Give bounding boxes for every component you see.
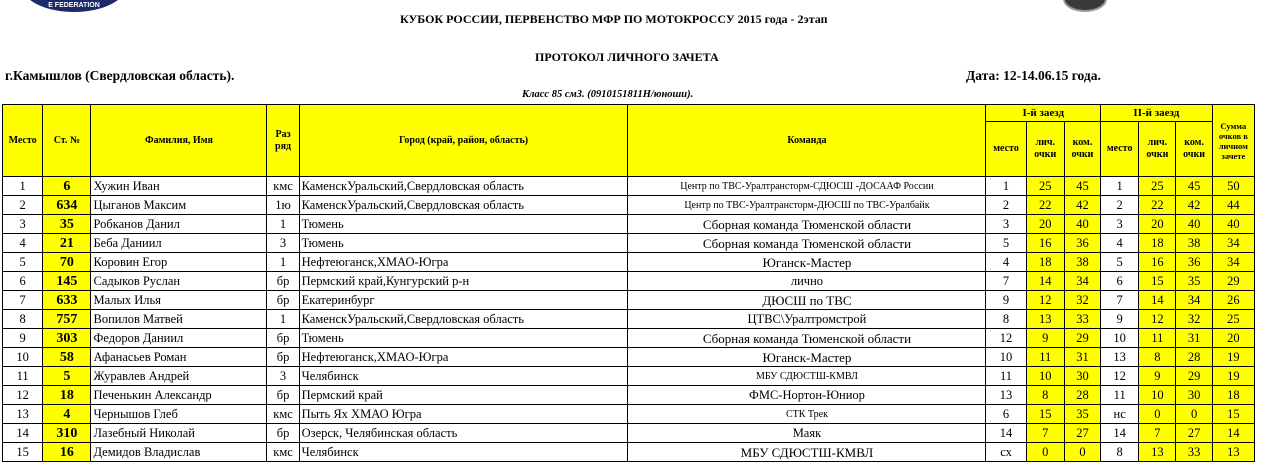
cell-name: Афанасьев Роман — [91, 348, 267, 367]
cell-team: Сборная команда Тюменской области — [628, 215, 986, 234]
cell-place: 8 — [3, 310, 43, 329]
col-place: Место — [3, 105, 43, 177]
cell-total: 34 — [1212, 234, 1254, 253]
cell-heat-2-place: 7 — [1101, 291, 1139, 310]
cell-heat-2-personal: 11 — [1139, 329, 1176, 348]
federation-logo-text: E FEDERATION — [48, 2, 100, 9]
cell-heat-1-place: 11 — [986, 367, 1026, 386]
col-heat-1-personal: лич. очки — [1026, 122, 1064, 177]
cell-heat-1-place: 8 — [986, 310, 1026, 329]
event-location: г.Камышлов (Свердловская область). — [5, 68, 235, 83]
cell-city: Нефтеюганск,ХМАО-Югра — [299, 253, 628, 272]
cell-place: 5 — [3, 253, 43, 272]
cell-heat-1-place: сх — [986, 443, 1026, 462]
cell-heat-1-personal: 8 — [1026, 386, 1064, 405]
cell-rank: 1 — [267, 310, 299, 329]
table-row — [3, 291, 1255, 310]
col-team: Команда — [628, 105, 986, 177]
cell-heat-2-place: нс — [1101, 405, 1139, 424]
cell-heat-2-personal: 14 — [1139, 291, 1176, 310]
cell-start-number: 16 — [43, 443, 91, 462]
cell-rank: 3 — [267, 234, 299, 253]
col-heat-1-team: ком. очки — [1064, 122, 1100, 177]
cell-place: 9 — [3, 329, 43, 348]
cell-name: Робканов Данил — [91, 215, 267, 234]
cell-start-number: 757 — [43, 310, 91, 329]
cell-heat-2-personal: 12 — [1139, 310, 1176, 329]
cell-name: Лазебный Николай — [91, 424, 267, 443]
cell-city: Челябинск — [299, 367, 628, 386]
cell-total: 26 — [1212, 291, 1254, 310]
cell-total: 40 — [1212, 215, 1254, 234]
cell-heat-1-team: 34 — [1064, 272, 1100, 291]
cell-place: 3 — [3, 215, 43, 234]
emblem-logo — [1063, 0, 1107, 12]
cell-city: Тюмень — [299, 329, 628, 348]
cell-total: 19 — [1212, 367, 1254, 386]
cell-rank: кмс — [267, 177, 299, 196]
cell-team: ФМС-Нортон-Юниор — [628, 386, 986, 405]
cell-place: 4 — [3, 234, 43, 253]
cell-rank: бр — [267, 348, 299, 367]
cell-heat-2-team: 38 — [1176, 234, 1212, 253]
cell-city: Тюмень — [299, 215, 628, 234]
cell-heat-2-team: 45 — [1176, 177, 1212, 196]
cell-heat-2-team: 31 — [1176, 329, 1212, 348]
cell-heat-2-place: 9 — [1101, 310, 1139, 329]
cell-rank: 3 — [267, 367, 299, 386]
cell-name: Малых Илья — [91, 291, 267, 310]
cell-team: Юганск-Мастер — [628, 348, 986, 367]
cell-heat-1-team: 45 — [1064, 177, 1100, 196]
cell-heat-1-personal: 16 — [1026, 234, 1064, 253]
cell-start-number: 634 — [43, 196, 91, 215]
cell-heat-2-personal: 25 — [1139, 177, 1176, 196]
cell-start-number: 145 — [43, 272, 91, 291]
class-label: Класс 85 смЗ. (0910151811Н/юноши). — [522, 89, 694, 100]
cell-start-number: 310 — [43, 424, 91, 443]
cell-heat-1-place: 7 — [986, 272, 1026, 291]
cell-place: 13 — [3, 405, 43, 424]
cell-place: 7 — [3, 291, 43, 310]
cell-heat-1-place: 12 — [986, 329, 1026, 348]
cell-city: Нефтеюганск,ХМАО-Югра — [299, 348, 628, 367]
cell-city: Озерск, Челябинская область — [299, 424, 628, 443]
cell-start-number: 4 — [43, 405, 91, 424]
cell-heat-1-team: 35 — [1064, 405, 1100, 424]
cell-team: Центр по ТВС-Уралтрансторм-ДЮСШ по ТВС-Уралбайк — [628, 196, 986, 215]
cell-city: Тюмень — [299, 234, 628, 253]
table-row — [3, 177, 1255, 196]
cell-place: 6 — [3, 272, 43, 291]
cell-heat-2-team: 30 — [1176, 386, 1212, 405]
col-name: Фамилия, Имя — [91, 105, 267, 177]
cell-heat-2-team: 35 — [1176, 272, 1212, 291]
cell-rank: 1ю — [267, 196, 299, 215]
cell-heat-1-personal: 9 — [1026, 329, 1064, 348]
cell-heat-1-place: 1 — [986, 177, 1026, 196]
table-row — [3, 443, 1255, 462]
cell-heat-1-team: 32 — [1064, 291, 1100, 310]
cell-heat-2-personal: 18 — [1139, 234, 1176, 253]
cell-heat-1-place: 3 — [986, 215, 1026, 234]
cell-heat-2-team: 34 — [1176, 291, 1212, 310]
event-date: Дата: 12-14.06.15 года. — [966, 68, 1101, 83]
cell-heat-2-place: 3 — [1101, 215, 1139, 234]
cell-heat-1-place: 14 — [986, 424, 1026, 443]
cell-heat-2-place: 10 — [1101, 329, 1139, 348]
cell-heat-2-place: 1 — [1101, 177, 1139, 196]
col-heat-2: II-й заезд — [1101, 105, 1213, 122]
cell-heat-1-team: 0 — [1064, 443, 1100, 462]
cell-heat-2-team: 36 — [1176, 253, 1212, 272]
cell-heat-2-team: 42 — [1176, 196, 1212, 215]
table-row — [3, 196, 1255, 215]
cell-team: ДЮСШ по ТВС — [628, 291, 986, 310]
cell-total: 34 — [1212, 253, 1254, 272]
cell-place: 14 — [3, 424, 43, 443]
cell-team: Сборная команда Тюменской области — [628, 329, 986, 348]
cell-heat-2-personal: 13 — [1139, 443, 1176, 462]
document-title: КУБОК РОССИИ, ПЕРВЕНСТВО МФР ПО МОТОКРОССУ 2015 года - 2этап — [400, 12, 828, 26]
cell-name: Коровин Егор — [91, 253, 267, 272]
cell-total: 44 — [1212, 196, 1254, 215]
cell-total: 50 — [1212, 177, 1254, 196]
cell-heat-1-personal: 0 — [1026, 443, 1064, 462]
cell-heat-1-team: 36 — [1064, 234, 1100, 253]
cell-city: Пермский край,Кунгурский р-н — [299, 272, 628, 291]
cell-place: 10 — [3, 348, 43, 367]
cell-place: 15 — [3, 443, 43, 462]
cell-team: МБУ СДЮСТШ-КМВЛ — [628, 443, 986, 462]
cell-heat-1-team: 40 — [1064, 215, 1100, 234]
cell-rank: бр — [267, 272, 299, 291]
table-row — [3, 215, 1255, 234]
cell-team: Сборная команда Тюменской области — [628, 234, 986, 253]
col-heat-1-place: место — [986, 122, 1026, 177]
cell-total: 25 — [1212, 310, 1254, 329]
cell-heat-2-place: 8 — [1101, 443, 1139, 462]
cell-heat-2-team: 32 — [1176, 310, 1212, 329]
protocol-title: ПРОТОКОЛ ЛИЧНОГО ЗАЧЕТА — [535, 50, 719, 64]
cell-start-number: 21 — [43, 234, 91, 253]
cell-city: Челябинск — [299, 443, 628, 462]
table-row — [3, 348, 1255, 367]
cell-heat-1-personal: 18 — [1026, 253, 1064, 272]
col-city: Город (край, район, область) — [299, 105, 628, 177]
cell-total: 13 — [1212, 443, 1254, 462]
cell-rank: бр — [267, 329, 299, 348]
cell-name: Журавлев Андрей — [91, 367, 267, 386]
cell-place: 2 — [3, 196, 43, 215]
cell-start-number: 303 — [43, 329, 91, 348]
cell-city: КаменскУральский,Свердловская область — [299, 310, 628, 329]
col-rank: Раз ряд — [267, 105, 299, 177]
cell-total: 15 — [1212, 405, 1254, 424]
cell-heat-1-place: 6 — [986, 405, 1026, 424]
cell-heat-2-place: 5 — [1101, 253, 1139, 272]
table-row — [3, 424, 1255, 443]
cell-heat-1-personal: 7 — [1026, 424, 1064, 443]
cell-place: 12 — [3, 386, 43, 405]
cell-heat-2-personal: 0 — [1139, 405, 1176, 424]
cell-heat-1-place: 9 — [986, 291, 1026, 310]
cell-name: Федоров Даниил — [91, 329, 267, 348]
cell-team: МБУ СДЮСТШ-КМВЛ — [628, 367, 986, 386]
cell-heat-1-team: 28 — [1064, 386, 1100, 405]
cell-city: Пыть Ях ХМАО Югра — [299, 405, 628, 424]
cell-heat-1-personal: 10 — [1026, 367, 1064, 386]
cell-rank: 1 — [267, 253, 299, 272]
cell-team: Юганск-Мастер — [628, 253, 986, 272]
cell-place: 11 — [3, 367, 43, 386]
cell-city: КаменскУральский,Свердловская область — [299, 196, 628, 215]
cell-heat-2-team: 0 — [1176, 405, 1212, 424]
cell-heat-2-personal: 7 — [1139, 424, 1176, 443]
cell-team: Маяк — [628, 424, 986, 443]
cell-heat-2-personal: 10 — [1139, 386, 1176, 405]
col-heat-2-place: место — [1101, 122, 1139, 177]
cell-heat-2-personal: 8 — [1139, 348, 1176, 367]
results-table — [2, 104, 1255, 462]
col-heat-1: I-й заезд — [986, 105, 1101, 122]
cell-name: Хужин Иван — [91, 177, 267, 196]
cell-heat-2-place: 2 — [1101, 196, 1139, 215]
table-row — [3, 386, 1255, 405]
cell-city: Пермский край — [299, 386, 628, 405]
table-row — [3, 253, 1255, 272]
table-row — [3, 329, 1255, 348]
col-heat-2-personal: лич. очки — [1139, 122, 1176, 177]
cell-heat-2-team: 40 — [1176, 215, 1212, 234]
cell-heat-1-personal: 11 — [1026, 348, 1064, 367]
cell-heat-1-place: 2 — [986, 196, 1026, 215]
cell-start-number: 70 — [43, 253, 91, 272]
cell-team: Центр по ТВС-Уралтрансторм-СДЮСШ -ДОСААФ России — [628, 177, 986, 196]
cell-name: Садыков Руслан — [91, 272, 267, 291]
cell-heat-2-team: 29 — [1176, 367, 1212, 386]
cell-heat-2-personal: 9 — [1139, 367, 1176, 386]
cell-heat-2-team: 27 — [1176, 424, 1212, 443]
cell-start-number: 35 — [43, 215, 91, 234]
cell-heat-1-personal: 12 — [1026, 291, 1064, 310]
cell-heat-2-personal: 16 — [1139, 253, 1176, 272]
table-row — [3, 405, 1255, 424]
cell-rank: кмс — [267, 405, 299, 424]
cell-start-number: 6 — [43, 177, 91, 196]
cell-heat-1-personal: 13 — [1026, 310, 1064, 329]
cell-heat-1-team: 42 — [1064, 196, 1100, 215]
col-start-number: Ст. № — [43, 105, 91, 177]
cell-heat-1-place: 13 — [986, 386, 1026, 405]
cell-heat-2-team: 28 — [1176, 348, 1212, 367]
cell-heat-1-team: 38 — [1064, 253, 1100, 272]
cell-heat-1-team: 33 — [1064, 310, 1100, 329]
cell-heat-1-team: 30 — [1064, 367, 1100, 386]
cell-heat-2-team: 33 — [1176, 443, 1212, 462]
cell-heat-2-place: 6 — [1101, 272, 1139, 291]
cell-name: Чернышов Глеб — [91, 405, 267, 424]
cell-heat-2-place: 13 — [1101, 348, 1139, 367]
cell-start-number: 5 — [43, 367, 91, 386]
col-total: Сумма очков в личном зачете — [1212, 105, 1254, 177]
cell-heat-1-personal: 14 — [1026, 272, 1064, 291]
cell-start-number: 58 — [43, 348, 91, 367]
cell-heat-2-place: 11 — [1101, 386, 1139, 405]
cell-start-number: 633 — [43, 291, 91, 310]
cell-heat-1-place: 5 — [986, 234, 1026, 253]
cell-heat-1-team: 31 — [1064, 348, 1100, 367]
cell-rank: бр — [267, 386, 299, 405]
col-heat-2-team: ком. очки — [1176, 122, 1212, 177]
cell-total: 19 — [1212, 348, 1254, 367]
cell-total: 14 — [1212, 424, 1254, 443]
cell-heat-2-personal: 15 — [1139, 272, 1176, 291]
cell-rank: бр — [267, 291, 299, 310]
cell-team: лично — [628, 272, 986, 291]
cell-total: 20 — [1212, 329, 1254, 348]
cell-name: Демидов Владислав — [91, 443, 267, 462]
cell-heat-1-personal: 15 — [1026, 405, 1064, 424]
cell-heat-1-place: 10 — [986, 348, 1026, 367]
cell-heat-1-personal: 25 — [1026, 177, 1064, 196]
cell-city: Екатеринбург — [299, 291, 628, 310]
cell-heat-2-place: 12 — [1101, 367, 1139, 386]
cell-heat-2-place: 4 — [1101, 234, 1139, 253]
cell-heat-1-place: 4 — [986, 253, 1026, 272]
table-row — [3, 367, 1255, 386]
cell-total: 18 — [1212, 386, 1254, 405]
cell-rank: бр — [267, 424, 299, 443]
cell-rank: кмс — [267, 443, 299, 462]
table-row — [3, 234, 1255, 253]
cell-name: Цыганов Максим — [91, 196, 267, 215]
cell-heat-1-team: 27 — [1064, 424, 1100, 443]
table-row — [3, 310, 1255, 329]
cell-team: ЦТВС\Уралтромстрой — [628, 310, 986, 329]
cell-name: Беба Даниил — [91, 234, 267, 253]
cell-heat-2-personal: 20 — [1139, 215, 1176, 234]
cell-heat-2-personal: 22 — [1139, 196, 1176, 215]
cell-heat-1-team: 29 — [1064, 329, 1100, 348]
table-row — [3, 272, 1255, 291]
cell-heat-1-personal: 22 — [1026, 196, 1064, 215]
cell-name: Вопилов Матвей — [91, 310, 267, 329]
federation-logo — [22, 0, 126, 12]
cell-team: СТК Трек — [628, 405, 986, 424]
cell-start-number: 18 — [43, 386, 91, 405]
cell-rank: 1 — [267, 215, 299, 234]
cell-city: КаменскУральский,Свердловская область — [299, 177, 628, 196]
cell-heat-1-personal: 20 — [1026, 215, 1064, 234]
cell-total: 29 — [1212, 272, 1254, 291]
cell-heat-2-place: 14 — [1101, 424, 1139, 443]
cell-place: 1 — [3, 177, 43, 196]
cell-name: Печенькин Александр — [91, 386, 267, 405]
